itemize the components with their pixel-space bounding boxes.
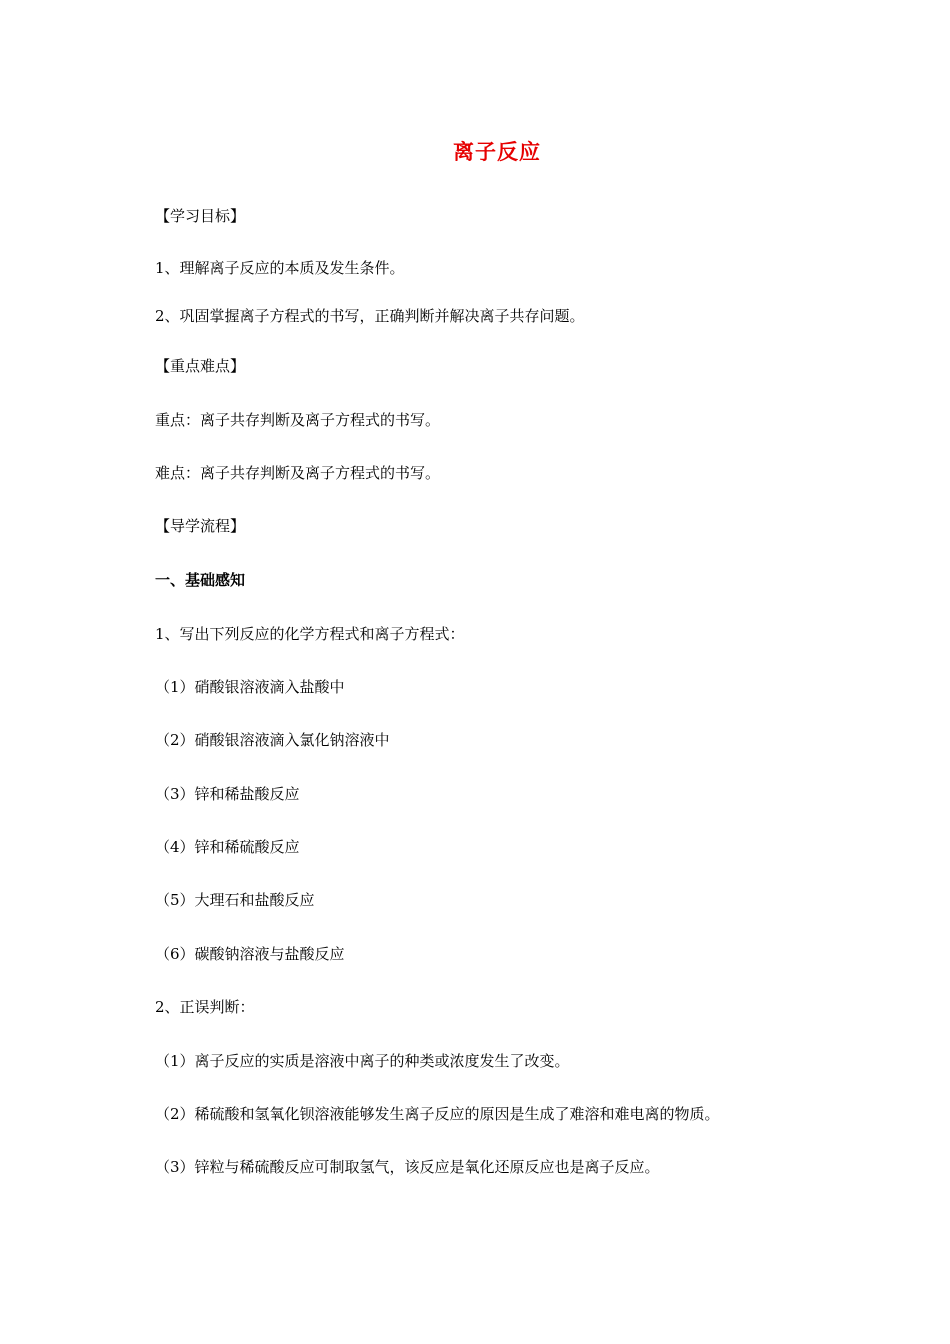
question-item: （3）锌和稀盐酸反应 (155, 785, 300, 803)
judgment-item: （2）稀硫酸和氢氧化钡溶液能够发生离子反应的原因是生成了难溶和难电离的物质。 (155, 1105, 720, 1123)
question-item: （2）硝酸银溶液滴入氯化钠溶液中 (155, 731, 390, 749)
page-title: 离子反应 (453, 140, 541, 164)
section-heading-objectives: 【学习目标】 (155, 207, 246, 225)
section-heading-key-points: 【重点难点】 (155, 357, 246, 375)
question-item: （4）锌和稀硫酸反应 (155, 838, 300, 856)
difficult-point-item: 难点：离子共存判断及离子方程式的书写。 (155, 464, 441, 482)
objective-item: 2、巩固掌握离子方程式的书写，正确判断并解决离子共存问题。 (155, 307, 585, 325)
judgment-item: （3）锌粒与稀硫酸反应可制取氢气，该反应是氧化还原反应也是离子反应。 (155, 1158, 660, 1176)
question-item: （6）碳酸钠溶液与盐酸反应 (155, 945, 345, 963)
question-heading: 1、写出下列反应的化学方程式和离子方程式： (155, 625, 465, 643)
question-item: （5）大理石和盐酸反应 (155, 891, 315, 909)
question-item: （1）硝酸银溶液滴入盐酸中 (155, 678, 345, 696)
subsection-heading: 一、基础感知 (155, 571, 246, 589)
question-heading: 2、正误判断： (155, 998, 255, 1016)
judgment-item: （1）离子反应的实质是溶液中离子的种类或浓度发生了改变。 (155, 1052, 570, 1070)
objective-item: 1、理解离子反应的本质及发生条件。 (155, 259, 405, 277)
section-heading-guide: 【导学流程】 (155, 517, 246, 535)
key-point-item: 重点：离子共存判断及离子方程式的书写。 (155, 411, 441, 429)
